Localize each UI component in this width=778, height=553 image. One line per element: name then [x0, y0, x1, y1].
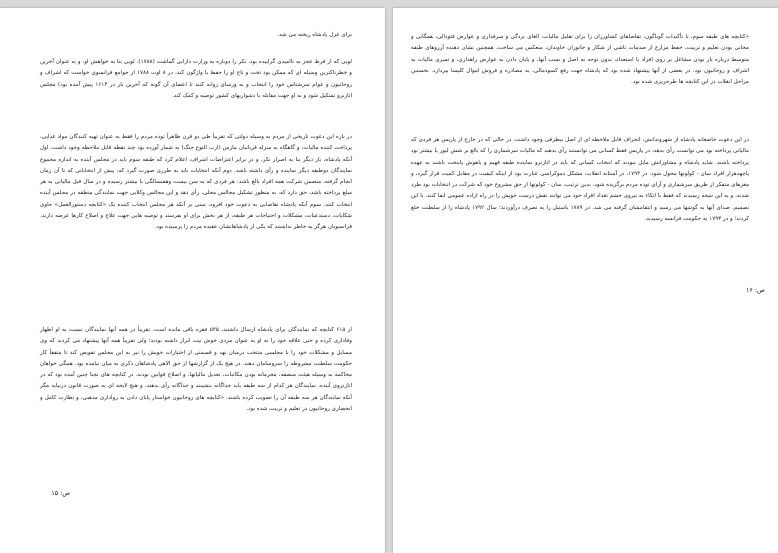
- page-number: ص: ۱۵: [51, 489, 70, 497]
- paragraph: در این دعوت خاضعانه پادشاه از شهروندانش، انحراف قابل ملاحظه ای از اصل بیطرفی وجود داشت. در حالی که در خارج از پاریس هر فردی که مالیاتی پرداخته بود می توانست رأی بدهد، در پاریس فقط کسانی می توانستند رأی بدهند که مالیات سرشماری را که بالغ بر شش لیور یا بیشتر بود پرداخته باشند. شاید پادشاه و مشاورانش مایل نبودند که انتخاب کسانی که باید در اتازنرو نماینده طبقه فهیم و باهوش پایتخت باشند به عهده پاچهدهزار افراد سان - کولوتها محول شود. در ۱۷۹۳، در آستانه انقلاب، مشکل دموکراسی عبارت بود از اینکه کیفیت در مقابل کمیت قرار گیرد، و مغزهای متفکر از طریق سرشماری و آرای توده مردم برگزیده شود. بدین ترتیب، سان - کولوتها از حق مشروع خود که شرکت در انتخابات بود طرد شدند، و به این نتیجه رسیدند که فقط با اتکاء به نیروی خشم تعداد افراد خود می توانند نقش درست خویش را در راه اراده عمومی ایفا کنند. با این تصمیم، صدای آنها به گوشها می رسید و انتقامشان گرفته می شد. در ۱۷۸۹ باستیل را به تصرف درآوردند؛ سال ۱۷۹۲ پادشاه را از سلطنت خلع کردند؛ و در ۱۷۹۳ به حکومت فرانسه رسیدند.: [411, 137, 749, 223]
- paragraph: «کتابچه های طبقه سوم، با تأکیدات گوناگون، تقاضاهای کشاورزان را برای تقلیل مالیات، الغای بردگی و سرفداری و عوارض فئودالی، همگانی و مجانی بودن تعلیم و تربیت، حفظ مزارع از صدمات ناشی از شکار و جانوران خاوندان، منعکس می ساخت. همچنین نشان دهنده آرزوهای طبقه متوسط درباره باز بودن مشاغل بر روی افراد با استعداد، بدون توجه به اصل و نسب آنها، و پایان دادن به عوارض راهداری، و تسری مالیات به اشراف و روحانیون بود. در بعضی از آنها پیشنهاد شده بود که پادشاه جهت رفع کمبودمالی، به مصادره و فروش اموال کلیسا بپردازد. نخستین مراحل انقلاب در این کتابچه ها طرحریزی شده بود.: [411, 34, 749, 86]
- paragraph: برای عزل پادشاه ریخته می شد.: [277, 32, 352, 38]
- right-page: [393, 8, 778, 553]
- paragraph: در باره این دعوت تاریخی از مردم به وسیله دولتی که تقریباً طی دو قرن ظاهراً توده مردم را فقط به عنوان تهیه کنندگان مواد غذایی، پرداخت کننده مالیات، و گاهگاه به منزله قربانیان مارس (ارب النوع جنگ) به شمار آورده بود چند نقطه قابل ملاحظه وجود داشت. اول آنکه پادشاه، بار دیگر بنا به اصرار نکر، و در برابر اعتراضات اشراف، اعلام کرد که طبقه سوم باید در مجلس آینده به اندازه مجموع نمایندگان دوطبقه دیگر نماینده و رأی داشته باشد. دوم آنکه انتخابات باید به طرزی صورت گیرد که، پیش از انتخاباتی که تا آن زمان انجام گرفته، منضمن شرکت همه افراد بالغ باشد: هر فردی که به سن بیست وهفتسالگی یا بیشتر رسیده و در سال قبل مالیاتی به هر مبلغ پرداخته باشد، حق دارد که، به منظور تشکیل مجالس محلی، رأی دهد و این مجالس وکلایی جهت نمایندگی منطقه در مجلس آینده انتخاب کنند. سوم آنکه پادشاه تقاضایی به دعوت خود افزود، مبنی بر آنکه هر مجلس انتخاب کننده یک «کتابچه دستورالعمل» حاوی شکایات، دستدعیات، مشکلات و احتیاجات هر طبقه، از هر بخش برای او بفرستد و توصیه هایی جهت علاج و اصلاح کارها عرضه دارند. فرانسویان هرگز به خاطر نداشتند که یکی از پادشاهانشان عقیده مردم را پرسیده بود.: [40, 134, 353, 231]
- left-page: [0, 8, 385, 553]
- paragraph: از ۶۱۵ کتابچه که نمایندگان برای پادشاه ارسال داشتند، ۵۴۵ فقره باقی مانده است. تقریباً در همه آنها نمایندگان نسبت به او اظهار وفاداری کرده و حتی علاقه خود را به او به عنوان مردی خوش نیت ابراز داشته بودند؛ ولی تقریباً همه آنها پیشنهاد می کردند که وی مسایل و مشکلات خود را با مجلسی منتخب درمیان نهد و قسمتی از اختیارات خویش را نیز به این مجلس تفویض کند تا متفقاً کار حکومت سلطنت مشروطه را سروسامان دهند. در هیچ یک از گزارشها از حق الاهی پادشاهان ذکری به میان نیامده بود. همگی خواهان محاکمه به وسیله هیئت منصفه، محرمانه بودن مکاتبات، تعدیل مالیاتها، و اصلاح قوانین بودند. در کتابچه های نجبا چنین آمده بود که در اتازنروی آینده، نمایندگان هر کدام از سه طبقه باید جداگانه بنشینند و جداگانه رأی بدهند، و هیچ لایحه ای به صورت قانون درنیاید مگر آنکه نمایندگان هر سه طبقه آن را تصویب کرده باشند. «کتابچه های روحانیون خواستار پایان دادن به رواداری مذهبی، و نظارت کامل و انحصاری روحانیون در تعلیم و تربیت شده بود.: [40, 327, 352, 413]
- paragraph: لویی که از فرط عجز به ناامیدی گراییده بود، نکر را دوباره به وزارت دارایی گماشت (۱۷۸۸). لویی بنا به خواهش او، و به عنوان آخرین و خطرناکترین وسیله ای که ممکن بود تخت و تاج او را حفظ یا واژگون کند، در ۸ اوت ۱۷۸۸ از جوامع فرانسوی خواست که اشراف و روحانیون و عوام سرشناس خود را انتخاب و به ورسای روانه کنند تا اعضای آن گونه که آخرین بار در ۱۶۱۴ پیش آمده بود) مجلس اتازنرو تشکیل شود و به او جهت مقابله با دشواریهای کشور توصیه و کمک کند.: [40, 59, 352, 99]
- page-number: ص: ۱۶: [746, 286, 765, 294]
